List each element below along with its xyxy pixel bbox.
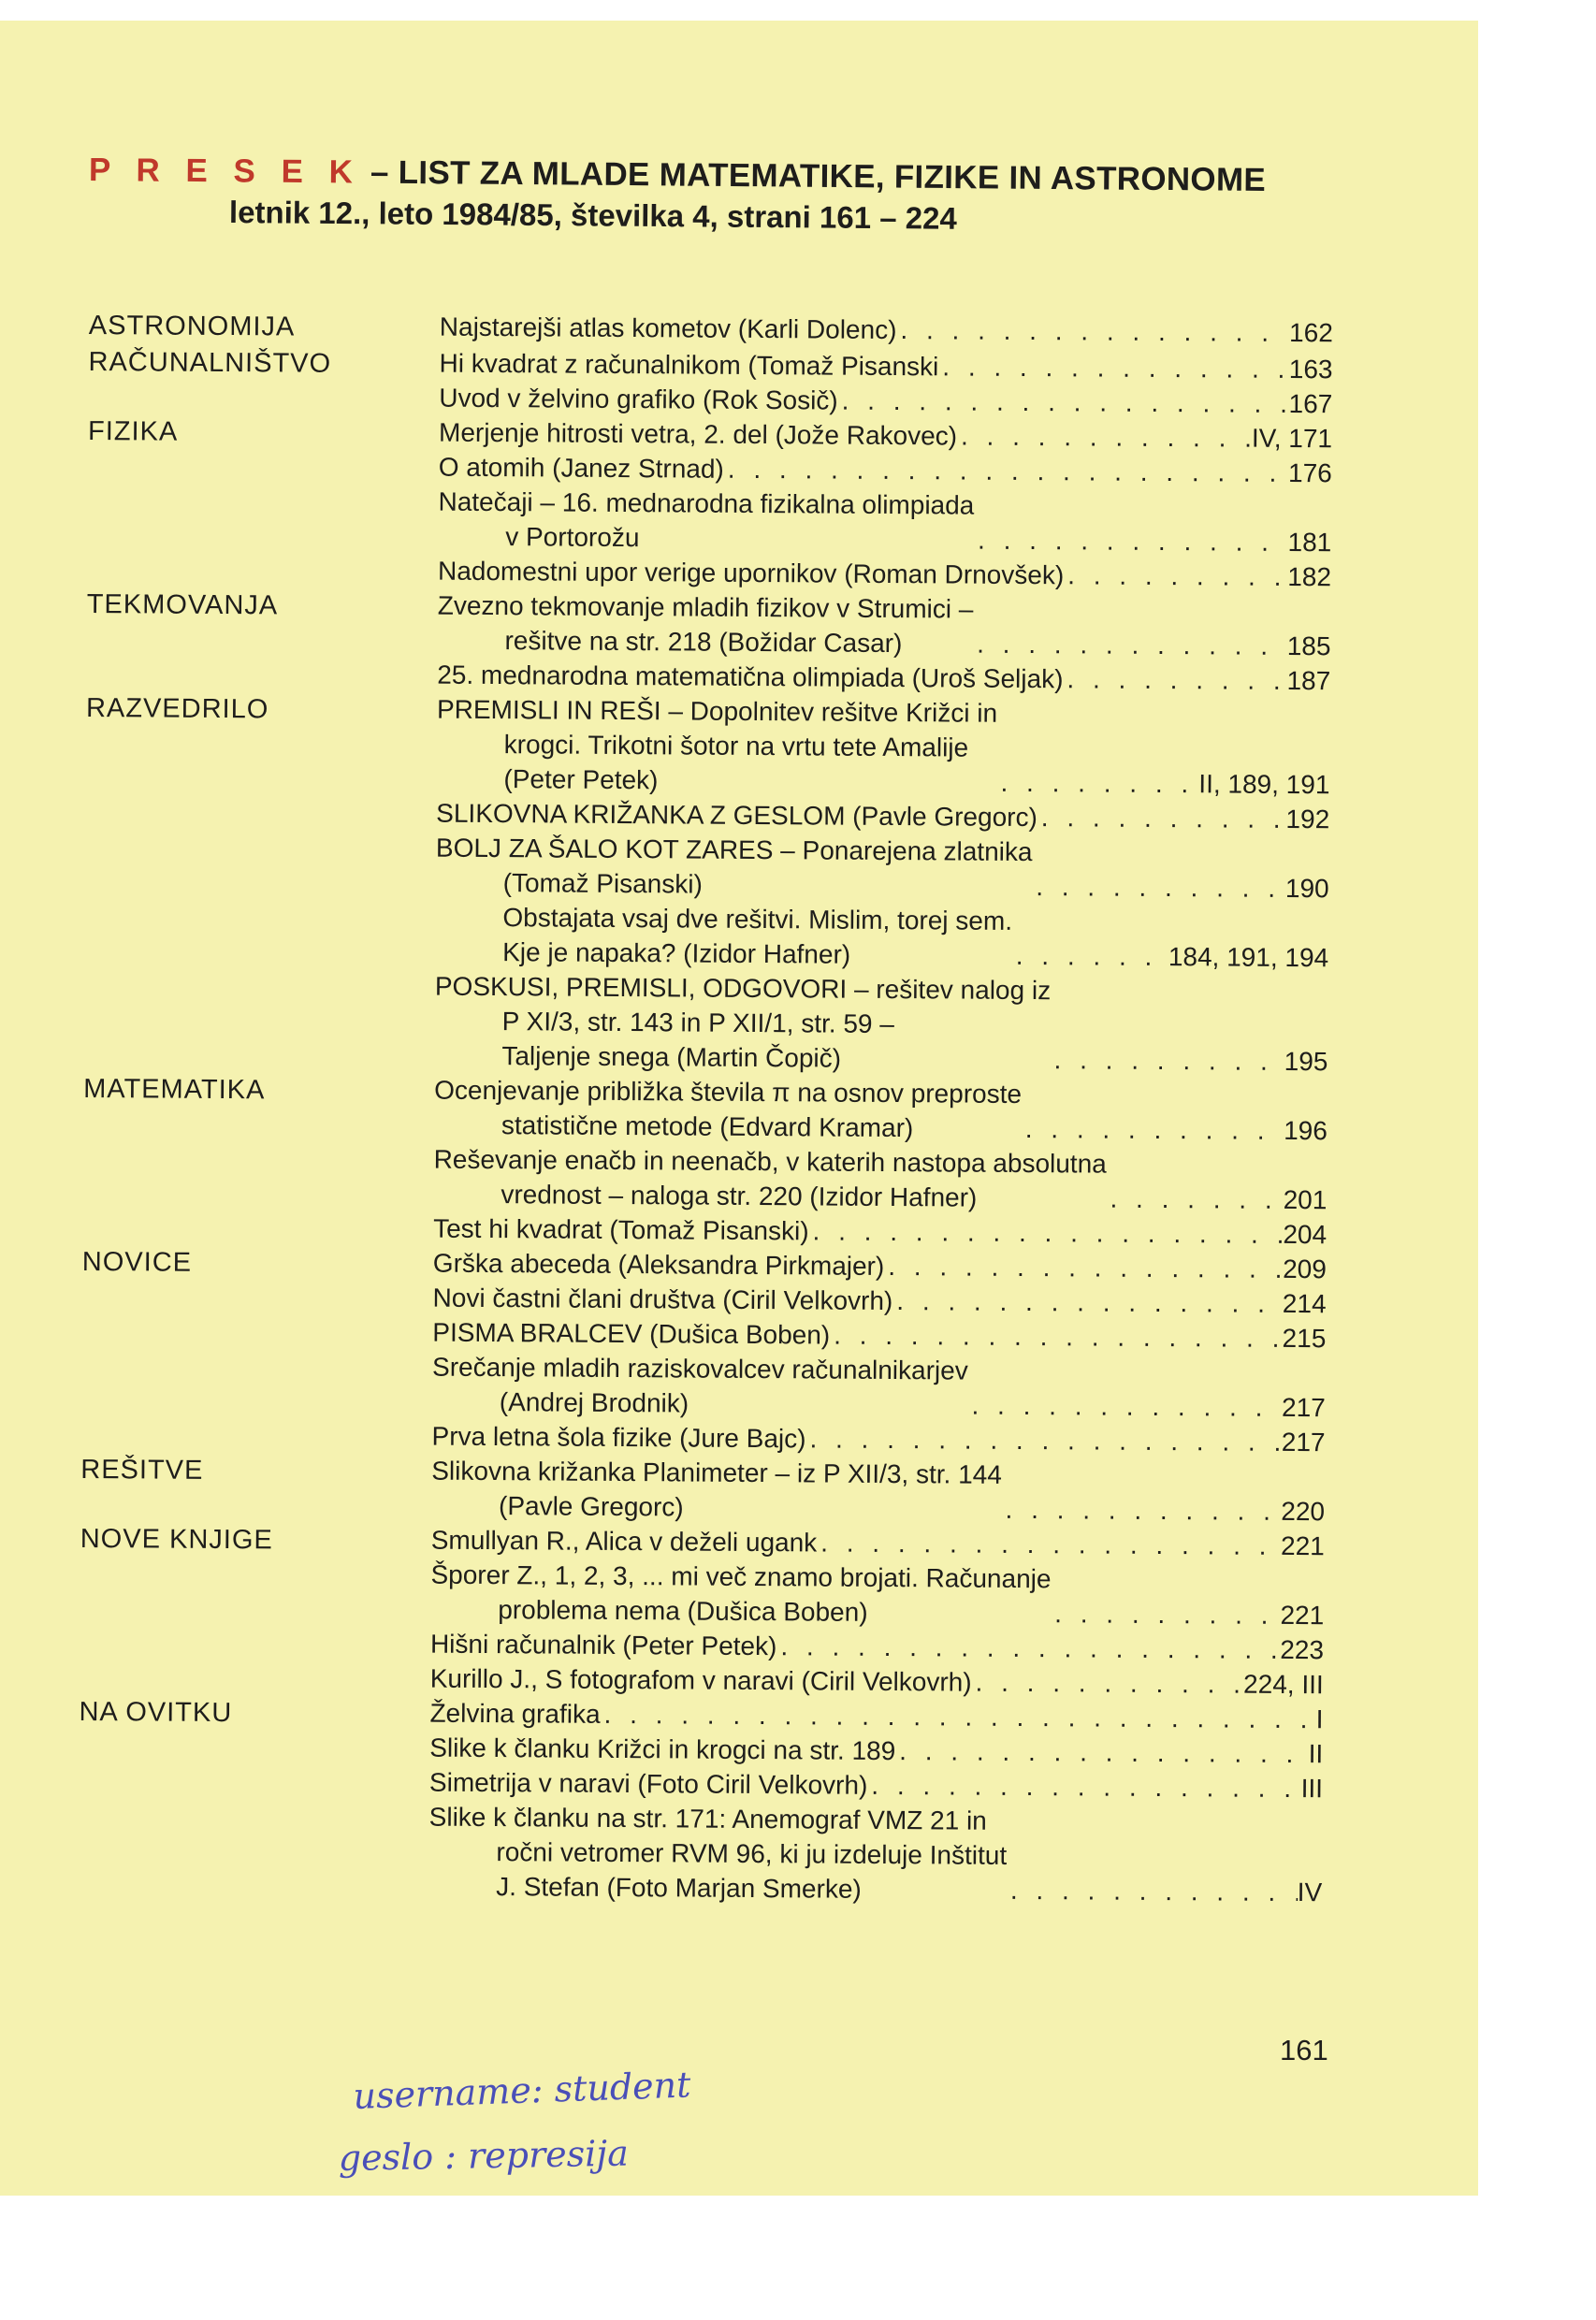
toc-section (78, 1693, 1324, 1909)
section-label: RAZVEDRILO (85, 692, 269, 725)
entry-page-number: 217 (1281, 1427, 1326, 1457)
entry-title (439, 450, 724, 486)
entry-page-number: IV, 171 (1251, 423, 1333, 454)
entry-page-number: II, 189, 191 (1198, 769, 1330, 800)
entry-line: Nadomestni upor verige upornikov (Roman Drnovšek) (437, 556, 1065, 590)
entry-title (434, 1073, 1022, 1146)
entry-title (437, 658, 1063, 697)
toc-entry (433, 1142, 1327, 1218)
entry-page-number: I (1315, 1704, 1324, 1734)
entry-title (428, 1800, 1007, 1907)
page-subtitle: letnik 12., leto 1984/85, številka 4, strani 161 – 224 (228, 195, 957, 236)
dot-leader (1037, 800, 1286, 836)
section-entries (440, 310, 1333, 353)
entry-line: Uvod v želvino grafiko (Rok Sosič) (439, 383, 838, 415)
entry-line: Hi kvadrat z računalnikom (Tomaž Pisanski (439, 348, 939, 382)
page-sheet (0, 21, 1478, 2196)
entry-line: problema nema (Dušica Boben) (498, 1595, 868, 1627)
entry-title (436, 831, 1033, 904)
entry-page-number: 201 (1283, 1184, 1328, 1215)
dot-leader (1050, 1042, 1284, 1079)
toc-entry (432, 1350, 1326, 1426)
page-number: 161 (1280, 2034, 1328, 2066)
entry-line: Ocenjevanje približka števila π na osnov preproste (434, 1075, 1023, 1109)
dot-leader (971, 1665, 1243, 1702)
dot-leader (1022, 1111, 1284, 1148)
entry-title (432, 1281, 892, 1318)
toc-entry (436, 692, 1330, 803)
entry-line: Smullyan R., Alica v deželi ugank (430, 1525, 818, 1558)
entry-page-number: IV (1297, 1878, 1323, 1907)
entry-line: PREMISLI IN REŠI – Dopolnitev rešitve Križci in (436, 694, 998, 728)
dot-leader (724, 452, 1288, 490)
entry-title (433, 1142, 1107, 1216)
dot-leader (973, 627, 1287, 663)
entry-line: ročni vetromer RVM 96, ki ju izdeluje Inštitut (496, 1837, 1008, 1870)
toc-section (80, 1520, 1325, 1702)
section-entries (430, 1523, 1325, 1703)
section-entries (428, 1696, 1324, 1910)
dot-leader (892, 1283, 1283, 1321)
dot-leader (808, 1213, 1283, 1252)
section-label: REŠITVE (80, 1454, 204, 1486)
section-label: FIZIKA (87, 415, 179, 447)
section-entries (434, 692, 1330, 1080)
entry-title (431, 1454, 1002, 1527)
dot-leader (776, 1629, 1280, 1667)
dot-leader (805, 1421, 1282, 1459)
entry-line: Zvezno tekmovanje mladih fizikov v Strumici – (437, 590, 974, 624)
entry-page-number: 217 (1281, 1392, 1326, 1423)
entry-page-number: 176 (1287, 457, 1332, 488)
toc-section (80, 1451, 1325, 1529)
entry-page-number: 196 (1284, 1115, 1328, 1146)
entry-line: Kje je napaka? (Izidor Hafner) (502, 937, 851, 969)
toc-entry (435, 900, 1328, 976)
entry-line: vrednost – naloga str. 220 (Izidor Hafner) (501, 1180, 978, 1212)
toc-entry (428, 1800, 1323, 1910)
toc-entry (430, 1558, 1324, 1633)
dot-leader (830, 1318, 1283, 1356)
dot-leader (974, 523, 1288, 559)
entry-line: BOLJ ZA ŠALO KOT ZARES – Ponarejena zlatnika (435, 833, 1033, 867)
dot-leader (884, 1249, 1283, 1286)
entry-page-number: 190 (1284, 873, 1329, 904)
entry-title (429, 1731, 895, 1768)
section-label: NOVICE (81, 1246, 193, 1278)
toc-section (86, 586, 1331, 698)
entry-line: POSKUSI, PREMISLI, ODGOVORI – rešitev nalog iz (434, 971, 1052, 1006)
entry-page-number: 224, III (1243, 1669, 1324, 1700)
section-entries (433, 1073, 1328, 1253)
entry-line: Hišni računalnik (Peter Petek) (429, 1629, 777, 1661)
entry-line: PISMA BRALCEV (Dušica Boben) (432, 1317, 831, 1350)
entry-line: Slikovna križanka Planimeter – iz P XII/3, str. 144 (431, 1456, 1002, 1489)
entry-title (430, 1627, 777, 1664)
entry-title (438, 554, 1064, 593)
entry-line: (Peter Petek) (503, 764, 659, 795)
entry-page-number: 214 (1282, 1288, 1327, 1319)
section-entries (439, 346, 1332, 422)
entry-line: Želvina grafika (429, 1698, 601, 1729)
entry-title (433, 1246, 885, 1283)
entry-title (431, 1523, 818, 1560)
title-rest: – LIST ZA MLADE MATEMATIKE, FIZIKE IN ASTRONOME (360, 153, 1267, 198)
entry-title (430, 1661, 972, 1700)
entry-page-number: 163 (1288, 354, 1333, 384)
dot-leader (1007, 1873, 1298, 1909)
dot-leader (867, 1768, 1301, 1805)
section-label: ASTRONOMIJA (88, 310, 296, 342)
dot-leader (967, 1388, 1282, 1425)
entry-page-number: 221 (1280, 1600, 1325, 1631)
entry-line: Natečaji – 16. mednarodna fizikalna olimpiada (438, 486, 975, 520)
entry-line: (Tomaž Pisanski) (502, 868, 703, 899)
entry-line: Reševanje enačb in neenačb, v katerih nastopa absolutna (433, 1144, 1107, 1179)
entry-title (439, 346, 938, 384)
entry-title (437, 588, 973, 661)
entry-line: Novi častni člani društva (Ciril Velkovrh) (432, 1283, 893, 1316)
entry-line: Šporer Z., 1, 2, 3, ... mi več znamo brojati. Računanje (430, 1559, 1052, 1594)
entry-line: Obstajata vsaj dve rešitvi. Mislim, torej sem. (502, 903, 1013, 935)
entry-page-number: 192 (1285, 804, 1330, 834)
entry-title (429, 1696, 600, 1732)
entry-title (432, 1315, 830, 1353)
toc-entry (437, 588, 1330, 664)
entry-page-number: II (1308, 1739, 1324, 1769)
dot-leader (838, 384, 1289, 421)
entry-line: rešitve na str. 218 (Božidar Casar) (504, 626, 903, 659)
entry-page-number: 167 (1288, 388, 1333, 419)
section-entries (431, 1246, 1327, 1460)
entry-line: krogci. Trikotni šotor na vrtu tete Amalije (503, 730, 969, 762)
dot-leader (1032, 869, 1285, 906)
entry-page-number: 182 (1287, 561, 1332, 592)
toc-entry (436, 831, 1329, 906)
dot-leader (895, 1733, 1309, 1771)
entry-page-number: 215 (1282, 1323, 1327, 1354)
entry-page-number: 184, 191, 194 (1168, 942, 1329, 973)
entry-title (438, 485, 974, 558)
dot-leader (1051, 1596, 1281, 1632)
entry-line: Taljenje snega (Martin Čopič) (501, 1041, 842, 1073)
entry-title (434, 969, 1051, 1078)
toc-entry (434, 969, 1328, 1080)
entry-title (436, 796, 1037, 834)
handwriting-line-2: geslo : represija (338, 2132, 630, 2179)
entry-line: Najstarejši atlas kometov (Karli Dolenc) (439, 312, 897, 345)
entry-line: Merjenje hitrosti vetra, 2. del (Jože Rakovec) (438, 417, 958, 451)
entry-line: Prva letna šola fizike (Jure Bajc) (431, 1421, 806, 1454)
entry-title (440, 310, 897, 347)
page-title (89, 152, 1380, 200)
entry-title (431, 1419, 805, 1457)
toc-section (83, 689, 1330, 1079)
entry-title (435, 900, 1012, 973)
entry-line: (Pavle Gregorc) (498, 1491, 684, 1522)
entry-title (432, 1350, 968, 1423)
section-entries (437, 588, 1331, 699)
toc-entry (440, 310, 1333, 351)
toc-entry (438, 485, 1331, 560)
title-accent: P R E S E K (88, 152, 362, 191)
dot-leader (938, 349, 1289, 386)
entry-page-number: 221 (1280, 1530, 1325, 1561)
dot-leader (896, 312, 1289, 350)
header (88, 152, 1380, 236)
section-label: NA OVITKU (79, 1696, 233, 1729)
dot-leader (600, 1697, 1315, 1736)
entry-line: Test hi kvadrat (Tomaž Pisanski) (433, 1213, 809, 1246)
entry-title (429, 1765, 868, 1803)
entry-page-number: 209 (1283, 1254, 1327, 1284)
section-entries (431, 1454, 1325, 1530)
entry-line: Kurillo J., S fotografom v naravi (Ciril Velkovrh) (429, 1663, 972, 1697)
entry-page-number: 185 (1286, 631, 1331, 661)
entry-title (436, 692, 997, 800)
section-label: RAČUNALNIŠTVO (88, 346, 332, 379)
toc-section (80, 1243, 1327, 1459)
section-label: NOVE KNJIGE (80, 1523, 273, 1556)
entry-title (439, 381, 838, 418)
section-entries (438, 415, 1332, 595)
entry-title (430, 1558, 1051, 1631)
entry-title (439, 415, 957, 454)
dot-leader (1001, 1492, 1281, 1529)
entry-line: statistične metode (Edvard Kramar) (501, 1110, 914, 1143)
entry-line: O atomih (Janez Strnad) (438, 452, 724, 484)
toc-section (87, 413, 1332, 594)
table-of-contents (78, 307, 1333, 1909)
entry-page-number: 162 (1289, 317, 1333, 348)
toc-section (88, 343, 1332, 421)
entry-line: P XI/3, str. 143 in P XII/1, str. 59 – (501, 1007, 894, 1039)
entry-page-number: 181 (1287, 527, 1332, 558)
entry-line: (Andrej Brodnik) (499, 1387, 689, 1418)
entry-line: 25. mednarodna matematična olimpiada (Uroš Seljak) (437, 660, 1064, 694)
entry-line: Slike k članku na str. 171: Anemograf VMZ 21 in (428, 1802, 987, 1835)
toc-section (82, 1070, 1328, 1252)
entry-line: Slike k članku Križci in krogci na str. 189 (429, 1733, 896, 1766)
entry-line: Grška abeceda (Aleksandra Pirkmajer) (432, 1248, 885, 1281)
section-label: TEKMOVANJA (86, 588, 279, 621)
dot-leader (1063, 661, 1286, 698)
toc-entry (431, 1454, 1325, 1530)
entry-line: Srečanje mladih raziskovalcev računalnikarjev (431, 1352, 968, 1385)
dot-leader (996, 765, 1198, 802)
toc-entry (434, 1073, 1328, 1149)
entry-line: J. Stefan (Foto Marjan Smerke) (496, 1872, 862, 1904)
entry-page-number: 223 (1280, 1634, 1325, 1665)
entry-page-number: 204 (1283, 1219, 1328, 1250)
entry-page-number: III (1300, 1774, 1324, 1804)
dot-leader (1106, 1182, 1283, 1217)
entry-line: Simetrija v naravi (Foto Ciril Velkovrh) (428, 1767, 868, 1800)
entry-page-number: 195 (1284, 1046, 1328, 1077)
entry-line: SLIKOVNA KRIŽANKA Z GESLOM (Pavle Gregorc) (436, 798, 1037, 833)
dot-leader (817, 1525, 1281, 1562)
dot-leader (1012, 938, 1168, 974)
handwriting-line-1: username: student (352, 2064, 692, 2117)
handwritten-note (337, 2051, 805, 2200)
entry-page-number: 187 (1286, 665, 1331, 696)
dot-leader (1064, 558, 1287, 594)
dot-leader (957, 418, 1252, 455)
entry-title (433, 1211, 809, 1249)
section-label: MATEMATIKA (83, 1073, 266, 1106)
entry-line: v Portorožu (505, 522, 640, 553)
entry-page-number: 220 (1281, 1496, 1326, 1527)
